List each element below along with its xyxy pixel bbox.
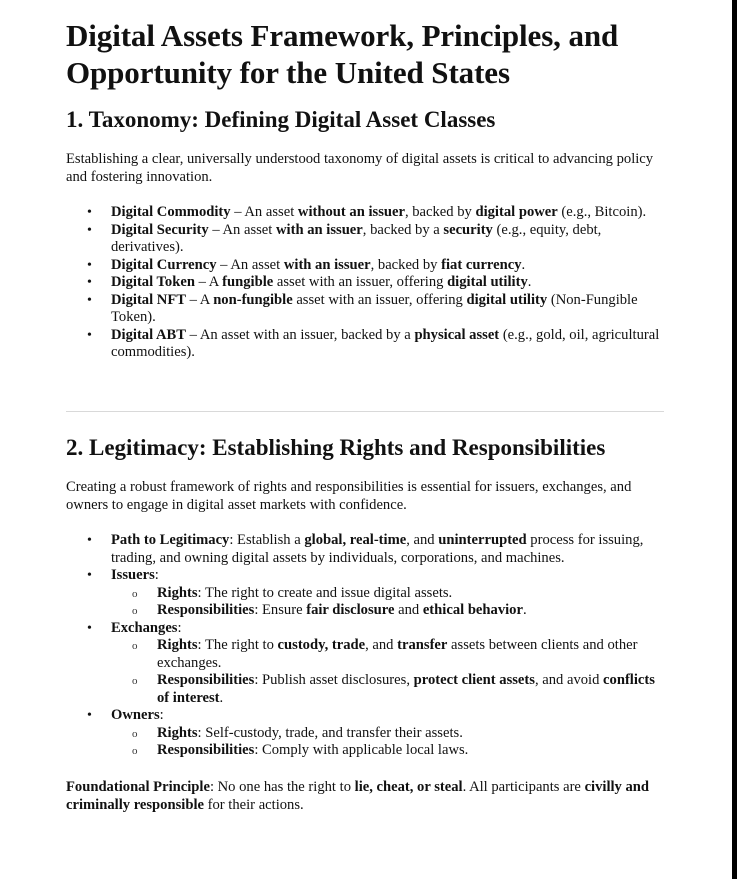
text: A xyxy=(208,274,223,290)
document-title: Digital Assets Framework, Principles, and Opportunity for the United States xyxy=(66,18,619,90)
owners-sublist xyxy=(111,725,666,760)
term: Digital Commodity xyxy=(111,204,231,220)
term: Digital ABT xyxy=(111,326,187,343)
bullet-icon: • xyxy=(87,222,92,238)
bullet-icon: • xyxy=(87,257,92,273)
text: for their actions. xyxy=(203,796,304,813)
bullet-icon: • xyxy=(87,533,92,548)
text: (Non-Fungible Token). xyxy=(111,291,638,325)
emphasis: global, real-time xyxy=(304,532,407,548)
term: Digital Currency xyxy=(111,256,217,273)
separator: – xyxy=(186,291,200,308)
list-item-owners xyxy=(66,707,666,760)
bullet-icon: • xyxy=(87,620,92,636)
emphasis: digital power xyxy=(475,204,558,220)
separator: – xyxy=(230,204,245,220)
legitimacy-intro: Creating a robust framework of rights and responsibilities is essential for issuers, exchanges, and owners to engage in digital asset markets with confidence. xyxy=(66,479,632,513)
term: Foundational Principle xyxy=(66,779,210,795)
term: Responsibilities xyxy=(157,742,255,758)
text: . All participants are xyxy=(462,779,585,795)
text: : Comply with applicable local laws. xyxy=(254,742,469,758)
group-label: Owners xyxy=(111,707,160,723)
list-item-digital-token xyxy=(66,274,666,292)
list-item-digital-commodity xyxy=(66,204,666,222)
text: . xyxy=(522,602,527,618)
text: : No one has the right to xyxy=(209,779,355,795)
text: , backed by a xyxy=(362,221,444,238)
list-item-path-to-legitimacy xyxy=(66,532,666,567)
text: and xyxy=(394,602,423,618)
sub-item-issuers-rights xyxy=(111,585,666,603)
term: Responsibilities xyxy=(157,672,255,688)
term: Rights xyxy=(157,637,198,653)
circle-bullet-icon: o xyxy=(132,727,138,740)
text: (e.g., Bitcoin). xyxy=(557,204,647,220)
term: Rights xyxy=(157,724,198,741)
bullet-icon: • xyxy=(87,327,92,343)
emphasis: ethical behavior xyxy=(422,602,523,618)
text: . xyxy=(219,689,224,706)
window-edge xyxy=(732,0,737,879)
text: , and avoid xyxy=(534,672,604,688)
term: Rights xyxy=(157,584,198,601)
text: , backed by xyxy=(404,204,476,220)
emphasis: conflicts of interest xyxy=(157,672,655,706)
emphasis: with an issuer xyxy=(283,256,371,273)
emphasis: digital utility xyxy=(466,291,548,308)
separator: – xyxy=(216,256,231,273)
text: An asset xyxy=(222,221,276,238)
taxonomy-intro: Establishing a clear, universally understood taxonomy of digital assets is critical to advancing policy and fostering innovation. xyxy=(66,151,654,185)
text: : The right to create and issue digital assets. xyxy=(197,584,453,601)
emphasis: fungible xyxy=(222,274,274,290)
text: An asset xyxy=(230,256,284,273)
list-item-digital-security xyxy=(66,222,666,257)
term: Digital Token xyxy=(111,274,195,290)
circle-bullet-icon: o xyxy=(132,587,138,600)
colon: : xyxy=(154,567,159,583)
bullet-icon: • xyxy=(87,568,92,583)
text: , and xyxy=(365,637,398,653)
term: Digital NFT xyxy=(111,291,186,308)
issuers-sublist xyxy=(111,585,666,620)
bullet-icon: • xyxy=(87,708,92,723)
group-label: Exchanges xyxy=(111,619,178,636)
bullet-icon: • xyxy=(87,205,92,220)
text: . xyxy=(521,256,526,273)
text: A xyxy=(199,291,214,308)
text: (e.g., equity, debt, derivatives). xyxy=(111,221,602,255)
separator: – xyxy=(186,326,200,343)
bullet-icon: • xyxy=(87,292,92,308)
emphasis: fiat currency xyxy=(441,256,522,273)
text: : Ensure xyxy=(254,602,307,618)
circle-bullet-icon: o xyxy=(132,605,138,617)
text: (e.g., gold, oil, agricultural commodities). xyxy=(111,326,660,360)
section-heading-legitimacy: 2. Legitimacy: Establishing Rights and Responsibilities xyxy=(66,435,606,460)
emphasis: without an issuer xyxy=(297,204,405,220)
emphasis: security xyxy=(443,221,493,238)
sub-item-exchanges-rights xyxy=(111,637,666,672)
emphasis: with an issuer xyxy=(276,221,363,238)
foundational-principle xyxy=(66,779,666,814)
colon: : xyxy=(177,619,182,636)
separator: – xyxy=(208,221,223,238)
bullet-icon: • xyxy=(87,275,92,290)
emphasis: transfer xyxy=(397,637,448,653)
text: , and xyxy=(406,532,439,548)
text: An asset with an issuer, backed by a xyxy=(199,326,415,343)
text: assets between clients and other exchanges. xyxy=(157,637,638,671)
sub-item-owners-responsibilities xyxy=(111,742,666,760)
section-heading-taxonomy: 1. Taxonomy: Defining Digital Asset Classes xyxy=(66,107,496,132)
list-item-digital-currency xyxy=(66,257,666,275)
text: : Establish a xyxy=(229,532,305,548)
emphasis: custody, trade xyxy=(277,637,366,653)
exchanges-sublist xyxy=(111,637,666,707)
list-item-digital-abt xyxy=(66,327,666,362)
emphasis: digital utility xyxy=(447,274,528,290)
emphasis: fair disclosure xyxy=(306,602,395,618)
text: : Self-custody, trade, and transfer their assets. xyxy=(197,724,463,741)
text: asset with an issuer, offering xyxy=(273,274,448,290)
text: : The right to xyxy=(197,637,278,653)
term: Path to Legitimacy xyxy=(111,532,230,548)
text: asset with an issuer, offering xyxy=(292,291,467,308)
separator: – xyxy=(194,274,209,290)
colon: : xyxy=(159,707,164,723)
legitimacy-list xyxy=(66,532,666,760)
text: : Publish asset disclosures, xyxy=(254,672,414,688)
sub-item-issuers-responsibilities xyxy=(111,602,666,620)
emphasis: uninterrupted xyxy=(438,532,527,548)
emphasis: physical asset xyxy=(414,326,500,343)
emphasis: non-fungible xyxy=(213,291,293,308)
list-item-digital-nft xyxy=(66,292,666,327)
text: An asset xyxy=(244,204,298,220)
asset-class-list xyxy=(66,204,666,362)
emphasis: lie, cheat, or steal xyxy=(354,779,463,795)
text: . xyxy=(527,274,532,290)
term: Responsibilities xyxy=(157,602,255,618)
emphasis: protect client assets xyxy=(413,672,535,688)
sub-item-exchanges-responsibilities xyxy=(111,672,666,707)
section-divider xyxy=(66,411,664,412)
circle-bullet-icon: o xyxy=(132,745,138,757)
emphasis: civilly and criminally responsible xyxy=(66,779,650,813)
list-item-exchanges xyxy=(66,620,666,708)
term: Digital Security xyxy=(111,221,209,238)
group-label: Issuers xyxy=(111,567,155,583)
circle-bullet-icon: o xyxy=(132,640,138,652)
text: process for issuing, trading, and owning digital assets by individuals, corporations, and machines. xyxy=(111,532,644,566)
list-item-issuers xyxy=(66,567,666,620)
circle-bullet-icon: o xyxy=(132,675,138,687)
sub-item-owners-rights xyxy=(111,725,666,743)
text: , backed by xyxy=(370,256,442,273)
